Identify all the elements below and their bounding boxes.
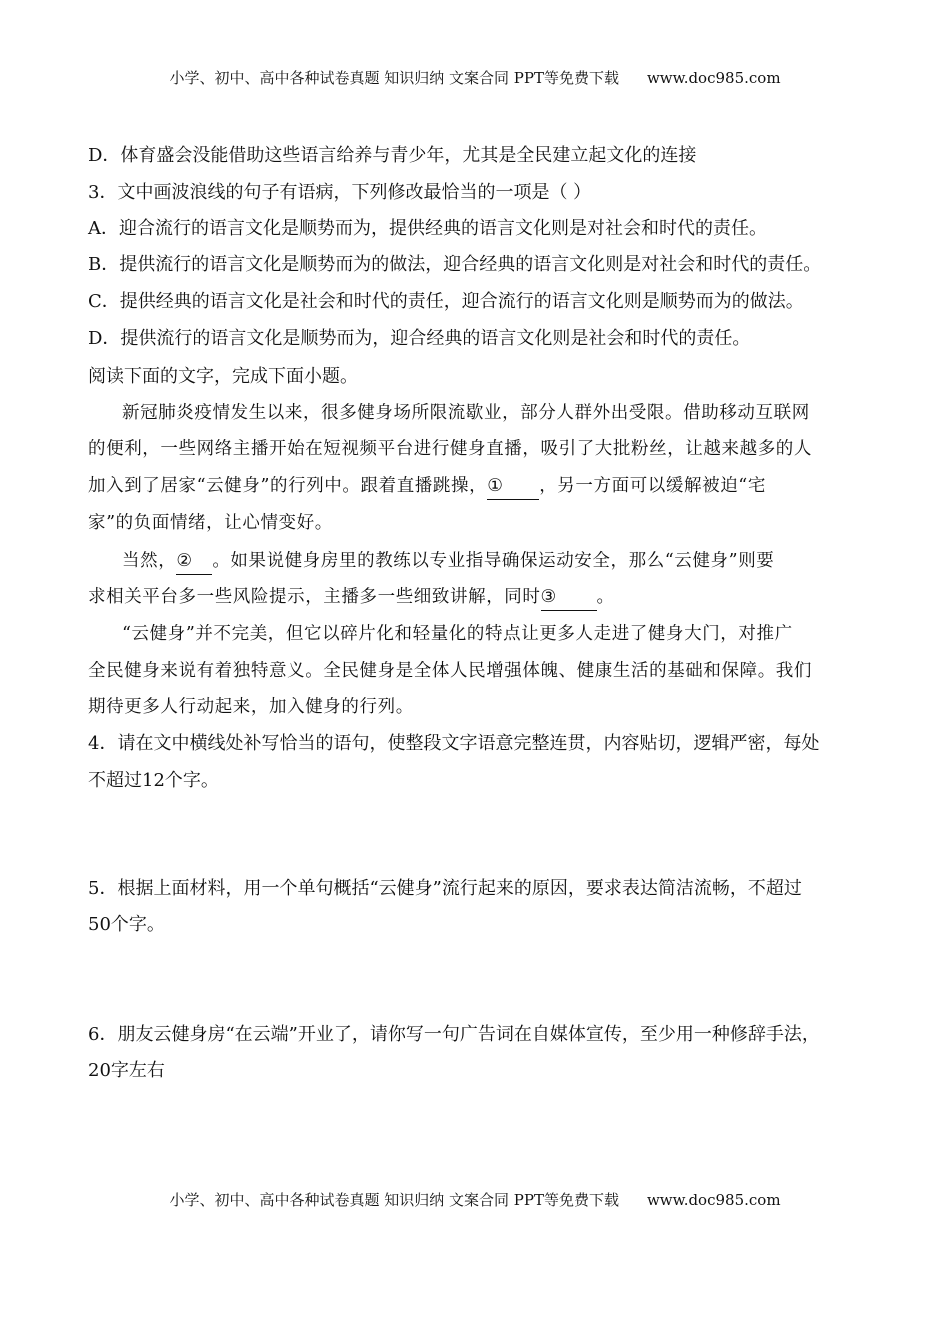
passage-p3-line2: 全民健身来说有着独特意义。全民健身是全体人民增强体魄、健康生活的基础和保障。我们: [88, 661, 812, 681]
blank-2: ②: [176, 548, 212, 575]
passage-p3-line1: “云健身”并不完美，但它以碎片化和轻量化的特点让更多人走进了健身大门，对推广: [122, 624, 793, 644]
q3-option-a: A．迎合流行的语言文化是顺势而为，提供经典的语言文化则是对社会和时代的责任。: [88, 218, 767, 239]
q4-line1: 4．请在文中横线处补写恰当的语句，使整段文字语意完整连贯，内容贴切，逻辑严密，每处: [88, 733, 820, 754]
passage-p2-line1-a: 当然，: [122, 551, 177, 571]
passage-p2-line1-b: 。如果说健身房里的教练以专业指导确保运动安全，那么“云健身”则要: [212, 551, 775, 571]
passage-p2-line2: [88, 584, 878, 611]
q3-stem: 3．文中画波浪线的句子有语病，下列修改最恰当的一项是（ ）: [88, 182, 592, 203]
footer-text: 小学、初中、高中各种试卷真题 知识归纳 文案合同 PPT等免费下载: [169, 1191, 619, 1209]
passage-p3-line3: 期待更多人行动起来，加入健身的行列。: [88, 697, 414, 717]
blank-3: ③: [541, 584, 597, 611]
passage-p2-line1: [122, 548, 912, 575]
q6-line1: 6．朋友云健身房“在云端”开业了，请你写一句广告词在自媒体宣传，至少用一种修辞手法，: [88, 1024, 820, 1045]
passage-p1-line3-a: 加入到了居家“云健身”的行列中。跟着直播跳操，: [88, 476, 488, 496]
header-url[interactable]: www.doc985.com: [646, 69, 781, 87]
reading-intro: 阅读下面的文字，完成下面小题。: [88, 366, 358, 387]
page-header: [0, 68, 950, 88]
blank-1: ①: [487, 473, 539, 500]
passage-p1-line1: 新冠肺炎疫情发生以来，很多健身场所限流歇业，部分人群外出受限。借助移动互联网: [122, 403, 810, 423]
footer-url[interactable]: www.doc985.com: [646, 1191, 781, 1209]
passage-p2-line2-a: 求相关平台多一些风险提示，主播多一些细致讲解，同时: [88, 587, 541, 607]
q5-line2: 50个字。: [88, 914, 165, 935]
q2-option-d: D．体育盛会没能借助这些语言给养与青少年，尤其是全民建立起文化的连接: [88, 145, 697, 166]
q3-option-d: D．提供流行的语言文化是顺势而为，迎合经典的语言文化则是社会和时代的责任。: [88, 328, 751, 349]
header-text: 小学、初中、高中各种试卷真题 知识归纳 文案合同 PPT等免费下载: [169, 69, 619, 87]
q4-line2: 不超过12个字。: [88, 770, 219, 791]
q5-line1: 5．根据上面材料，用一个单句概括“云健身”流行起来的原因，要求表达简洁流畅，不超过: [88, 878, 802, 899]
q6-line2: 20字左右: [88, 1060, 165, 1081]
q3-option-c: C．提供经典的语言文化是社会和时代的责任，迎合流行的语言文化则是顺势而为的做法。: [88, 291, 804, 312]
passage-p1-line4: 家”的负面情绪，让心情变好。: [88, 513, 333, 533]
passage-p1-line2: 的便利，一些网络主播开始在短视频平台进行健身直播，吸引了大批粉丝，让越来越多的人: [88, 439, 812, 459]
passage-p1-line3-b: ，另一方面可以缓解被迫“宅: [539, 476, 766, 496]
passage-p1-line3: [88, 473, 878, 500]
passage-p2-line2-b: 。: [596, 587, 615, 607]
q3-option-b: B．提供流行的语言文化是顺势而为的做法，迎合经典的语言文化则是对社会和时代的责任。: [88, 254, 822, 275]
page-footer: [0, 1190, 950, 1210]
